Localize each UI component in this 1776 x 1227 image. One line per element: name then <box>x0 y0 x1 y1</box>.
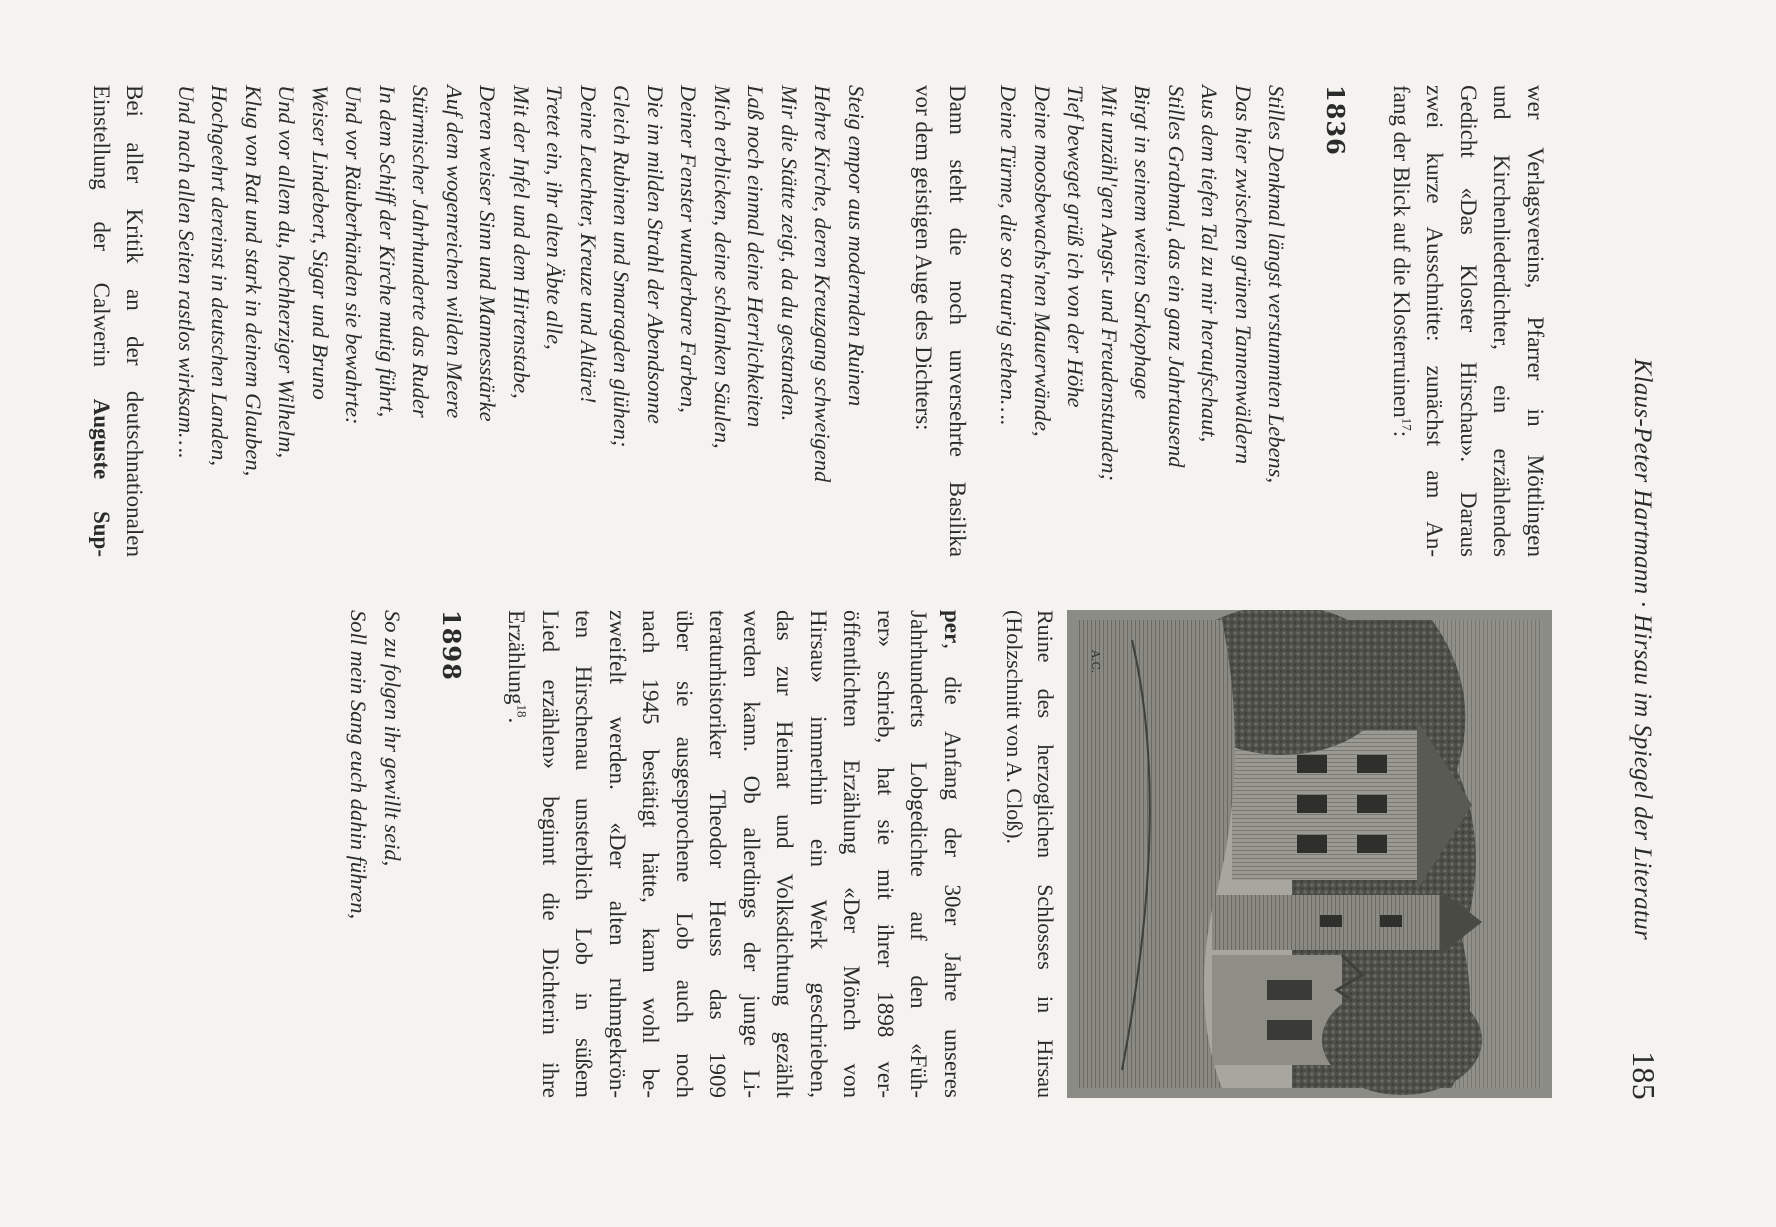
right-line: das zur Heimat und Volksdichtung gezählt <box>772 610 798 1098</box>
right-line: Jahrhunderts Lobgedichte auf den «Füh- <box>906 610 932 1098</box>
poem-line: Das hier zwischen grünen Tannenwäldern <box>1231 85 1256 465</box>
poem-line: Stilles Denkmal längst verstummten Lebens, <box>1264 85 1290 484</box>
poem-line: Stürmischer Jahrhunderte das Ruder <box>408 85 434 418</box>
year-heading-1898: 1898 <box>437 610 466 681</box>
poem-line: Stilles Grabmal, das ein ganz Jahrtausend <box>1164 85 1189 468</box>
castle-ruin-engraving <box>1067 610 1552 1098</box>
poem-1836 <box>992 85 1294 557</box>
poem-line: Mich erblicken, deine schlanken Säulen, <box>710 85 735 449</box>
closing-paragraph-left <box>85 85 152 557</box>
year-heading-1836: 1836 <box>1321 85 1351 156</box>
transition-paragraph <box>907 85 974 557</box>
poem-1898 <box>342 610 409 1098</box>
poem-line: Birgt in seinem weiten Sarkophage <box>1130 85 1156 400</box>
intro-line: zwei kurze Ausschnitte: zunächst am An- <box>1422 85 1448 557</box>
right-end: . <box>504 717 530 724</box>
right-line: teraturhistoriker Theodor Heuss das 1909 <box>705 610 731 1098</box>
poem-line: Auf dem wogenreichen wilden Meere <box>442 85 467 419</box>
poem-line: Tretet ein, ihr alten Äbte alle, <box>542 85 568 350</box>
poem-line: Deiner Fenster wunderbare Farben, <box>676 85 702 413</box>
caption-line: (Holzschnitt von A. Cloß). <box>1002 610 1027 845</box>
intro-line: und Kirchenliederdichter, ein erzählendes <box>1489 85 1515 557</box>
poem-line: Deren weiser Sinn und Mannesstärke <box>475 85 501 422</box>
caption-line: Ruine des herzoglichen Schlosses in Hirsau <box>1033 610 1058 1098</box>
artist-mark: A.C. <box>1089 650 1102 673</box>
woodcut-illustration <box>1067 610 1552 1098</box>
right-line: über sie ausgesprochene Lob auch noch <box>672 610 697 1098</box>
closing-line-2 <box>85 85 119 557</box>
poem-line: Hochgeehrt dereinst in deutschen Landen, <box>207 85 233 466</box>
poem-line: Steig empor aus modernden Ruinen <box>844 85 869 407</box>
page-number: 185 <box>1626 1051 1662 1100</box>
intro-line-last <box>1385 85 1419 557</box>
author-name-bold: Auguste Sup- <box>89 398 114 557</box>
intro-end: : <box>1389 430 1414 438</box>
poem-line: Deine moosbewachs'nen Mauerwände, <box>1030 85 1055 437</box>
intro-paragraph <box>1385 85 1553 557</box>
left-column <box>85 85 1553 557</box>
right-line: zweifelt werden. «Der alten ruhmgekrön- <box>605 610 630 1098</box>
right-line: nach 1945 bestätigt hätte, kann wohl be- <box>638 610 664 1098</box>
right-column <box>342 610 1552 1098</box>
figure-caption <box>999 610 1061 1098</box>
intro-line: Gedicht «Das Kloster Hirschau». Daraus <box>1456 85 1481 557</box>
running-head-title: Klaus-Peter Hartmann · Hirsau im Spiegel der Literatur <box>1629 358 1656 940</box>
right-line: öffentlichten Erzählung «Der Mönch von <box>839 610 865 1098</box>
poem-line: Tief beweget grüß ich von der Höhe <box>1063 85 1089 408</box>
right-first-line <box>936 610 970 1098</box>
closing-line: Bei aller Kritik an der deutschnationalen <box>122 85 148 557</box>
poem-line: Klug von Rat und stark in deinem Glauben, <box>241 85 266 477</box>
poem-line: In dem Schiff der Kirche mutig führt, <box>375 85 400 418</box>
transition-line: vor dem geistigen Auge des Dichters: <box>911 85 937 431</box>
poem-line: Deine Leuchter, Kreuze und Altäre! <box>576 85 601 404</box>
poem-line: Soll mein Sang euch dahin führen, <box>346 610 372 920</box>
poem-line: Hehre Kirche, deren Kreuzgang schweigend <box>810 85 836 483</box>
right-line: werden kann. Ob allerdings der junge Li- <box>739 610 764 1098</box>
right-first-line-rest: , die Anfang der 30er Jahre unseres <box>940 643 965 1098</box>
poem-line: Mit der Infel und dem Hirtenstabe, <box>509 85 534 399</box>
right-last-line <box>500 610 534 1098</box>
right-line: rer» schrieb, hat sie mit ihrer 1898 ver- <box>873 610 898 1098</box>
poem-line: So zu folgen ihr gewillt seid, <box>380 610 405 867</box>
poem-line: Mit unzähl'gen Angst- und Freudenstunden; <box>1097 85 1122 482</box>
poem-line: Und vor allem du, hochherziger Wilhelm, <box>274 85 300 459</box>
author-name-bold-continued: per <box>940 610 965 644</box>
right-line: ten Hirschenau unsterblich Lob in süßem <box>571 610 597 1098</box>
right-line: Hirsau» immerhin ein Werk geschrieben, <box>806 610 831 1098</box>
intro-line: wer Verlagsvereins, Pfarrer in Möttlingen <box>1523 85 1548 557</box>
poem-basilika <box>170 85 874 557</box>
poem-line: Deine Türme, die so traurig stehen…. <box>996 85 1022 426</box>
poem-line: Und nach allen Seiten rastlos wirksam…. <box>174 85 199 459</box>
right-paragraph <box>500 610 969 1098</box>
poem-line: Die im milden Strahl der Abendsonne <box>643 85 668 424</box>
closing-line-prefix: Einstellung der Calwerin <box>89 85 114 399</box>
footnote-ref: 17 <box>1399 417 1415 431</box>
intro-line: fang der Blick auf die Klosterruinen <box>1389 85 1414 418</box>
right-last-word: Erzählung <box>504 610 530 705</box>
footnote-ref: 18 <box>515 704 531 718</box>
transition-line: Dann steht die noch unversehrte Basilika <box>945 85 970 557</box>
right-line: Lied erzählen» beginnt die Dichterin ihre <box>538 610 563 1098</box>
poem-line: Mir die Stätte zeigt, da du gestanden. <box>777 85 802 422</box>
poem-line: Und vor Räuberhänden sie bewahrte: <box>341 85 367 425</box>
poem-line: Gleich Rubinen und Smaragden glühen; <box>609 85 635 448</box>
poem-line: Weiser Lindebert, Sigar und Bruno <box>308 85 333 400</box>
poem-line: Aus dem tiefen Tal zu mir heraufschaut, <box>1197 85 1223 443</box>
poem-line: Laß noch einmal deine Herrlichkeiten <box>743 85 769 428</box>
